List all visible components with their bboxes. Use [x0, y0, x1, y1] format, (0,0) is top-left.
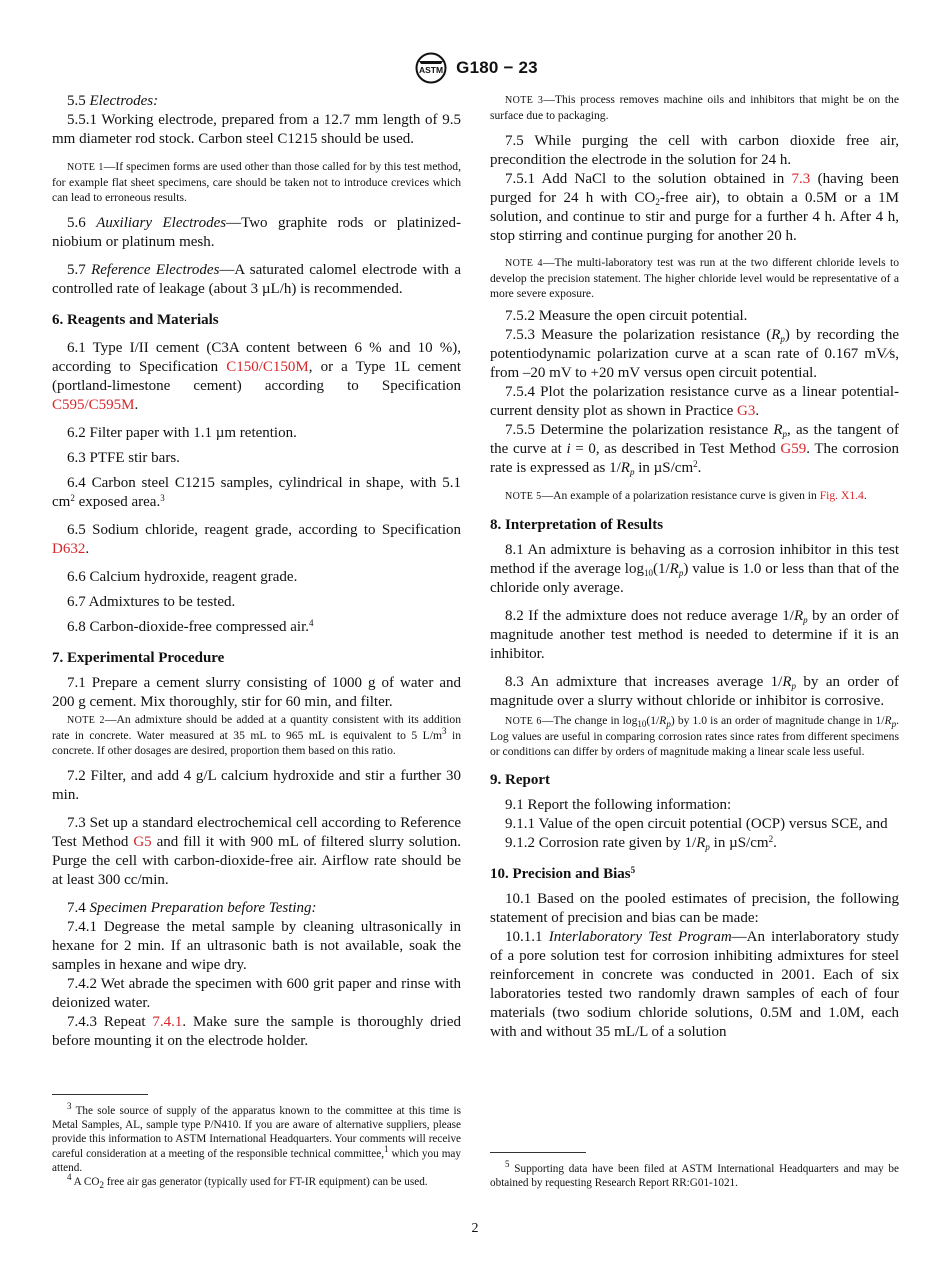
- note-3: NOTE 3—This process removes machine oils and inhibitors that might be on the surface due to packaging.: [490, 93, 899, 122]
- section-5-5: 5.5 Electrodes:: [67, 93, 159, 109]
- note-5: NOTE 5—An example of a polarization resistance curve is given in Fig. X1.4.: [505, 489, 867, 502]
- section-8-2: 8.2 If the admixture does not reduce average $1/R_p$ by an order of magnitude another test method is needed to determine if it is an inhibitor.: [490, 608, 899, 662]
- heading-6: 6. Reagents and Materials: [52, 312, 219, 328]
- left-footnotes: [52, 1094, 461, 1189]
- section-6-5: 6.5 Sodium chloride, reagent grade, according to Specification D632.: [52, 522, 461, 557]
- note-6: NOTE 6—The change in $\log_{10}(1/R_p)$ by 1.0 is an order of magnitude change in $1/R_p$. Log values are useful in comparing corrosion rates since rates from different specimens or conditions can differ by orders of magnitude making a linear scale less useful.: [490, 714, 900, 758]
- link-g59[interactable]: G59: [780, 441, 807, 457]
- section-7-5-3: 7.5.3 Measure the polarization resistance $(R_p)$ by recording the potentiodynamic polarization curve at a scan rate of 0.167 mV⁄s, from –20 mV to +20 mV versus open circuit potential.: [490, 327, 899, 381]
- section-6-8: 6.8 Carbon-dioxide-free compressed air.$^4$: [67, 618, 314, 635]
- right-footnotes: [490, 1152, 899, 1190]
- link-c595[interactable]: C595/C595M: [52, 397, 135, 413]
- section-7-5-1: 7.5.1 Add NaCl to the solution obtained in 7.3 (having been purged for 24 h with $CO_2$-free air), to obtain a 0.5M or a 1M solution, and continue to stir and purge for a further 4 h. After 4 h, stop stirring and continue purging for another 20 h.: [490, 171, 899, 244]
- heading-8: 8. Interpretation of Results: [490, 517, 664, 533]
- section-7-5-4: 7.5.4 Plot the polarization resistance curve as a linear potential-current density plot as shown in Practice G3.: [490, 384, 899, 419]
- section-8-1: 8.1 An admixture is behaving as a corrosion inhibitor in this test method if the average $\log_{10}(1/R_p)$ value is 1.0 or less than that of the chloride only average.: [490, 542, 899, 596]
- link-fig-x1-4[interactable]: Fig. X1.4: [819, 489, 864, 502]
- section-6-1: 6.1 Type I/II cement (C3A content between 6 % and 10 %), according to Specification C150/C150M, or a Type 1L cement (portland-limestone cement) according to Specification C595/C595M.: [52, 340, 461, 413]
- footnote-rule: [490, 1152, 586, 1153]
- section-7-5-2: 7.5.2 Measure the open circuit potential.: [505, 308, 748, 324]
- footnote-ref-5: 5: [630, 865, 636, 875]
- left-column: [52, 92, 461, 1051]
- link-7-3[interactable]: 7.3: [791, 171, 811, 187]
- section-7-3: 7.3 Set up a standard electrochemical cell according to Reference Test Method G5 and fill it with 900 mL of filtered slurry solution. Purge the cell with carbon-dioxide-free air. Airflow rate should be at least 300 cc/min.: [52, 815, 461, 888]
- link-g5[interactable]: G5: [133, 834, 152, 850]
- section-7-5-5: 7.5.5 Determine the polarization resistance $R_p$, as the tangent of the curve at i = 0, as described in Test Method G59. The corrosion rate is expressed as $1/R_p$ in $\mu S/cm^2$.: [490, 422, 900, 477]
- right-column: [490, 92, 899, 1042]
- section-6-6: 6.6 Calcium hydroxide, reagent grade.: [67, 569, 298, 585]
- link-7-4-1[interactable]: 7.4.1: [152, 1014, 183, 1030]
- section-5-7: 5.7 Reference Electrodes—A saturated calomel electrode with a controlled rate of leakage (about 3 µL/h) is recommended.: [52, 262, 461, 297]
- page-header: [0, 52, 950, 84]
- section-7-4-1: 7.4.1 Degrease the metal sample by cleaning ultrasonically in hexane for 2 min. If an ultrasonic bath is not available, soak the samples in hexane and wipe dry.: [52, 919, 461, 973]
- section-8-3: 8.3 An admixture that increases average $1/R_p$ by an order of magnitude over a slurry without chloride or inhibitor is corrosive.: [490, 674, 899, 709]
- section-6-4: 6.4 Carbon steel C1215 samples, cylindrical in shape, with 5.1 $cm^2$ exposed area.$^3$: [52, 475, 461, 510]
- section-6-7: 6.7 Admixtures to be tested.: [67, 594, 236, 610]
- section-7-2: 7.2 Filter, and add 4 g/L calcium hydroxide and stir a further 30 min.: [52, 768, 461, 803]
- section-10-1-1: 10.1.1 Interlaboratory Test Program—An interlaboratory study of a pore solution test for corrosion inhibiting admixtures for steel reinforcement in concrete was conducted in 2001. Each of six laboratories tested two randomly drawn samples of each of four materials (two sodium chloride solutions, 0.5M and 1.0M, each with and without 35 mL/L of a solution: [490, 929, 900, 1040]
- section-6-2: 6.2 Filter paper with 1.1 µm retention.: [67, 425, 297, 441]
- section-9-1: 9.1 Report the following information:: [505, 797, 732, 813]
- link-c150[interactable]: C150/C150M: [226, 359, 309, 375]
- astm-logo-icon: [412, 52, 450, 84]
- heading-9: 9. Report: [490, 772, 550, 788]
- footnote-ref-4: 4: [309, 618, 314, 628]
- note-4: NOTE 4—The multi-laboratory test was run at the two different chloride levels to develop the precision statement. The higher chloride level would be representative of a more severe exposure.: [490, 256, 899, 300]
- section-5-5-1: 5.5.1 Working electrode, prepared from a 12.7 mm length of 9.5 mm diameter rod stock. Carbon steel C1215 should be used.: [52, 112, 461, 147]
- section-7-4-3: 7.4.3 Repeat 7.4.1. Make sure the sample is thoroughly dried before mounting it on the electrode holder.: [52, 1014, 461, 1049]
- section-9-1-2: 9.1.2 Corrosion rate given by $1/R_p$ in $\mu S/cm^2$.: [505, 834, 777, 852]
- footnote-3: $^3$ The sole source of supply of the apparatus known to the committee at this time is Metal Samples, AL, sample type P/N410. If you are aware of alternative suppliers, please provide this information to ASTM International Headquarters. Your comments will receive careful consideration at a meeting of the responsible technical committee,$^1$ which you may attend.: [52, 1101, 461, 1174]
- section-7-4: 7.4 Specimen Preparation before Testing:: [67, 900, 317, 916]
- section-6-3: 6.3 PTFE stir bars.: [67, 450, 180, 466]
- footnote-4: $^4$ A $CO_2$ free air gas generator (typically used for FT-IR equipment) can be used.: [67, 1172, 428, 1191]
- section-9-1-1: 9.1.1 Value of the open circuit potential (OCP) versus SCE, and: [505, 816, 888, 832]
- heading-7: 7. Experimental Procedure: [52, 650, 225, 666]
- note-1: NOTE 1—If specimen forms are used other than those called for by this test method, for example flat sheet specimens, care should be taken not to introduce crevices which can lead to erroneous results.: [52, 160, 461, 204]
- note-2: NOTE 2—An admixture should be added at a quantity consistent with its addition rate in concrete. Water measured at 35 mL to 965 mL is equivalent to 5 $L/m^3$ in concrete. If other dosages are desired, proportion them based on this ratio.: [52, 713, 462, 757]
- astm-logo-text: ASTM: [419, 65, 444, 75]
- section-7-1: 7.1 Prepare a cement slurry consisting of 1000 g of water and 200 g cement. Mix thoroughly, stir for 60 min, and filter.: [52, 675, 461, 710]
- document-designation: G180 − 23: [456, 58, 538, 77]
- footnote-5: $^5$ Supporting data have been filed at ASTM International Headquarters and may be obtained by requesting Research Report RR:G01-1021.: [490, 1159, 899, 1190]
- page-number: 2: [471, 1221, 479, 1236]
- heading-10: 10. Precision and Bias$^5$: [490, 865, 636, 882]
- link-d632[interactable]: D632: [52, 541, 86, 557]
- footnote-ref-3: 3: [160, 493, 165, 503]
- link-g3[interactable]: G3: [737, 403, 756, 419]
- section-7-4-2: 7.4.2 Wet abrade the specimen with 600 grit paper and rinse with deionized water.: [52, 976, 461, 1011]
- section-5-6: 5.6 Auxiliary Electrodes—Two graphite rods or platinized-niobium or platinum mesh.: [52, 215, 461, 250]
- footnote-rule: [52, 1094, 148, 1095]
- section-7-5: 7.5 While purging the cell with carbon dioxide free air, precondition the electrode in the solution for 24 h.: [490, 133, 899, 168]
- section-10-1: 10.1 Based on the pooled estimates of precision, the following statement of precision and bias can be made:: [490, 891, 899, 926]
